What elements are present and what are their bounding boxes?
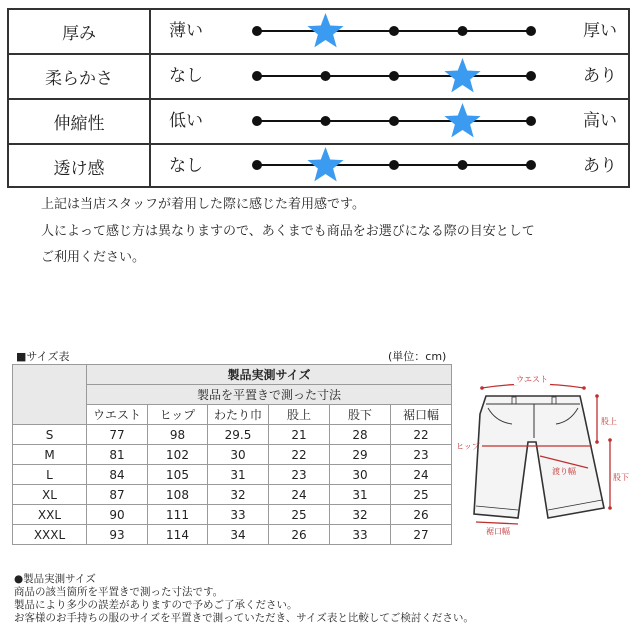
measurement-diagram <box>452 368 632 538</box>
feel-scale-dot <box>389 71 399 81</box>
size-value: 102 <box>148 445 208 465</box>
size-value: 28 <box>330 425 391 445</box>
header-sub: 製品を平置きで測った寸法 <box>87 385 452 405</box>
feel-scale-dot <box>252 160 262 170</box>
table-row <box>13 525 452 545</box>
size-value: 30 <box>208 445 269 465</box>
size-label: S <box>13 425 87 445</box>
table-row <box>13 445 452 465</box>
size-note-heading: ●製品実測サイズ <box>14 573 96 585</box>
size-table-title: ■サイズ表 <box>16 350 70 363</box>
size-note-line: 商品の該当箇所を平置きで測った寸法です。 <box>14 586 224 598</box>
feel-scale-dot <box>458 160 468 170</box>
waist-label: ウエスト <box>516 375 548 384</box>
size-value: 84 <box>87 465 148 485</box>
header-main: 製品実測サイズ <box>87 365 452 385</box>
feel-left-label: なし <box>169 156 203 176</box>
size-value: 34 <box>208 525 269 545</box>
feel-scale-dot <box>252 71 262 81</box>
size-table <box>12 364 452 545</box>
hem-measure-line <box>476 522 518 524</box>
table-row <box>13 465 452 485</box>
size-label: M <box>13 445 87 465</box>
corner-cell <box>13 365 87 425</box>
feel-scale-dot <box>321 71 331 81</box>
size-value: 87 <box>87 485 148 505</box>
rise-label: 股上 <box>601 417 617 426</box>
size-value: 30 <box>330 465 391 485</box>
size-value: 33 <box>330 525 391 545</box>
feel-scale-dot <box>526 26 536 36</box>
thigh-label: 渡り幅 <box>552 467 576 476</box>
feel-scale-dot <box>252 116 262 126</box>
feel-star-marker <box>307 13 343 47</box>
feel-left-label: 低い <box>169 111 203 131</box>
feel-right-label: あり <box>583 156 617 176</box>
feel-note-line: 人によって感じ方は異なりますので、あくまでも商品をお選びになる際の目安として <box>41 224 535 239</box>
size-label: XXL <box>13 505 87 525</box>
feel-scale-dot <box>389 116 399 126</box>
size-value: 25 <box>391 485 452 505</box>
size-value: 32 <box>208 485 269 505</box>
wear-feel-table <box>7 8 630 188</box>
size-value: 93 <box>87 525 148 545</box>
feel-scale-dot <box>389 26 399 36</box>
size-table-unit: (単位：cm) <box>388 350 447 363</box>
feel-star-marker <box>444 58 480 92</box>
size-value: 32 <box>330 505 391 525</box>
feel-right-label: 高い <box>583 111 617 131</box>
size-value: 90 <box>87 505 148 525</box>
table-row <box>13 505 452 525</box>
size-value: 29 <box>330 445 391 465</box>
size-value: 77 <box>87 425 148 445</box>
size-value: 25 <box>269 505 330 525</box>
table-row <box>13 425 452 445</box>
inseam-label: 股下 <box>613 473 629 482</box>
size-note-line: 製品により多少の誤差がありますので予めご了承ください。 <box>14 599 298 611</box>
size-value: 98 <box>148 425 208 445</box>
size-value: 26 <box>269 525 330 545</box>
feel-note-line: ご利用ください。 <box>41 250 146 265</box>
feel-scale-dot <box>389 160 399 170</box>
feel-right-label: 厚い <box>583 21 617 41</box>
feel-scale-dot <box>526 160 536 170</box>
size-value: 31 <box>208 465 269 485</box>
column-header: ウエスト <box>87 405 148 425</box>
size-value: 111 <box>148 505 208 525</box>
feel-left-label: なし <box>169 66 203 86</box>
feel-scale-dot <box>458 26 468 36</box>
size-value: 31 <box>330 485 391 505</box>
size-value: 24 <box>269 485 330 505</box>
column-header: ヒップ <box>148 405 208 425</box>
size-value: 23 <box>269 465 330 485</box>
feel-scale-dot <box>252 26 262 36</box>
size-value: 27 <box>391 525 452 545</box>
feel-category: 伸縮性 <box>9 100 151 143</box>
feel-left-label: 薄い <box>169 21 203 41</box>
feel-scales <box>9 10 629 186</box>
column-header: 股上 <box>269 405 330 425</box>
size-value: 22 <box>391 425 452 445</box>
feel-note-line: 上記は当店スタッフが着用した際に感じた着用感です。 <box>41 197 365 212</box>
feel-star-marker <box>307 147 343 181</box>
column-header: 股下 <box>330 405 391 425</box>
feel-category: 柔らかさ <box>9 55 151 98</box>
size-value: 26 <box>391 505 452 525</box>
column-header: 裾口幅 <box>391 405 452 425</box>
size-value: 33 <box>208 505 269 525</box>
hip-label: ヒップ <box>456 442 480 451</box>
feel-category: 厚み <box>9 10 151 53</box>
size-value: 23 <box>391 445 452 465</box>
feel-star-marker <box>444 103 480 137</box>
feel-category: 透け感 <box>9 145 151 188</box>
table-row <box>13 485 452 505</box>
size-value: 108 <box>148 485 208 505</box>
feel-right-label: あり <box>583 66 617 86</box>
size-value: 29.5 <box>208 425 269 445</box>
size-label: XL <box>13 485 87 505</box>
size-label: XXXL <box>13 525 87 545</box>
size-note-line: お客様のお手持ちの服のサイズを平置きで測っていただき、サイズ表と比較してご検討ください。 <box>14 612 474 624</box>
size-label: L <box>13 465 87 485</box>
feel-scale-dot <box>526 71 536 81</box>
shorts-outline <box>474 396 604 518</box>
size-value: 105 <box>148 465 208 485</box>
size-value: 22 <box>269 445 330 465</box>
feel-scale-dot <box>321 116 331 126</box>
feel-scale-dot <box>526 116 536 126</box>
column-header: わたり巾 <box>208 405 269 425</box>
hem-label: 裾口幅 <box>486 527 510 536</box>
size-value: 21 <box>269 425 330 445</box>
size-value: 114 <box>148 525 208 545</box>
size-value: 81 <box>87 445 148 465</box>
size-value: 24 <box>391 465 452 485</box>
